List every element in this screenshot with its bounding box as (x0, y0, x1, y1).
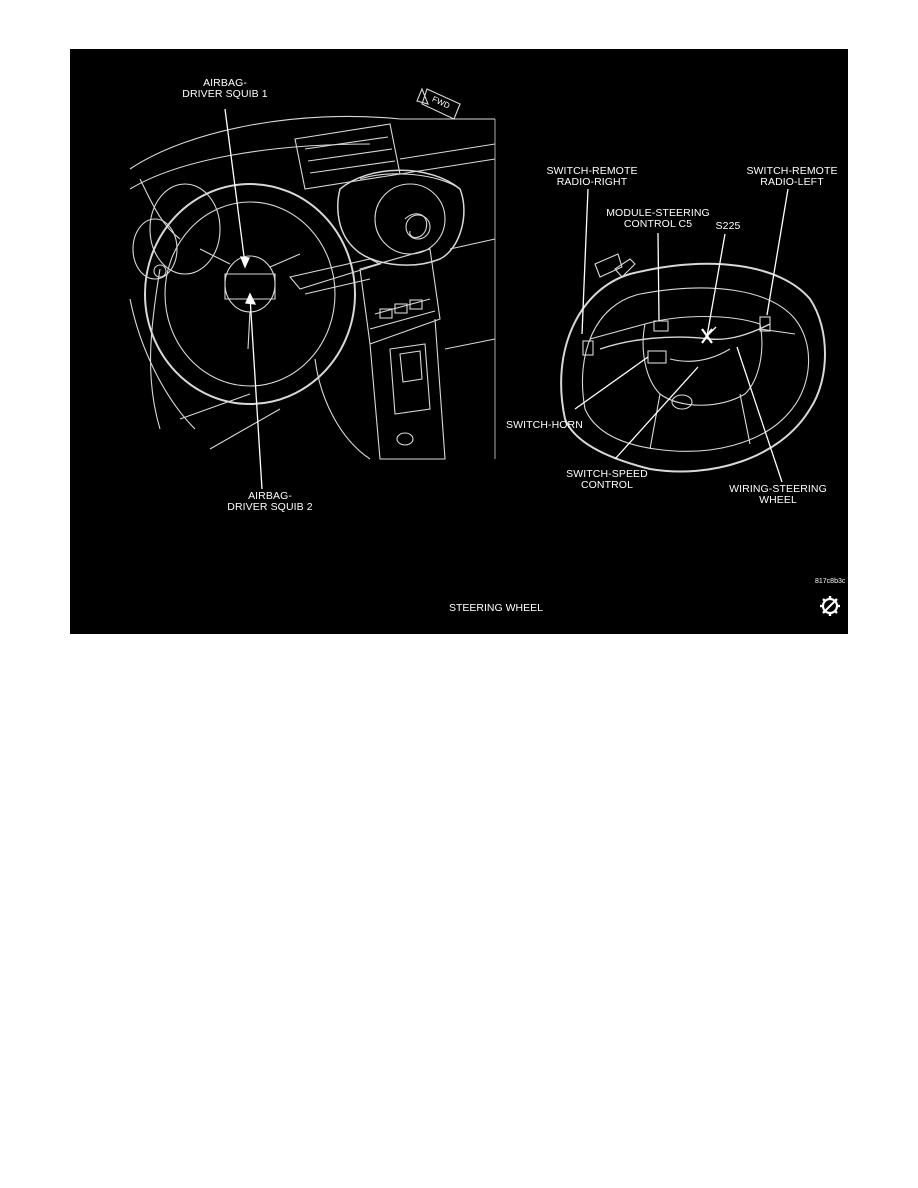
left-dashboard-illustration (130, 89, 495, 459)
label-module-steering-control-c5: MODULE-STEERING CONTROL C5 (606, 207, 710, 230)
steering-wheel-diagram (70, 49, 848, 634)
label-airbag-driver-squib-1: AIRBAG- DRIVER SQUIB 1 (182, 77, 268, 100)
label-s225: S225 (715, 220, 741, 232)
gear-slash-logo-icon (819, 595, 841, 617)
illustration-artwork (70, 49, 848, 634)
label-switch-remote-radio-right: SWITCH-REMOTE RADIO-RIGHT (546, 165, 638, 188)
figure-caption: STEERING WHEEL (449, 602, 543, 614)
label-switch-remote-radio-left: SWITCH-REMOTE RADIO-LEFT (746, 165, 838, 188)
label-switch-horn: SWITCH-HORN (506, 419, 583, 431)
right-steering-wheel-illustration (561, 254, 825, 472)
figure-code: 817c8b3c (815, 578, 846, 585)
leader-lines (225, 109, 788, 489)
label-wiring-steering-wheel: WIRING-STEERING WHEEL (729, 483, 827, 506)
fwd-arrow-label: FWD (430, 94, 452, 111)
label-airbag-driver-squib-2: AIRBAG- DRIVER SQUIB 2 (227, 490, 313, 513)
label-switch-speed-control: SWITCH-SPEED CONTROL (566, 468, 648, 491)
